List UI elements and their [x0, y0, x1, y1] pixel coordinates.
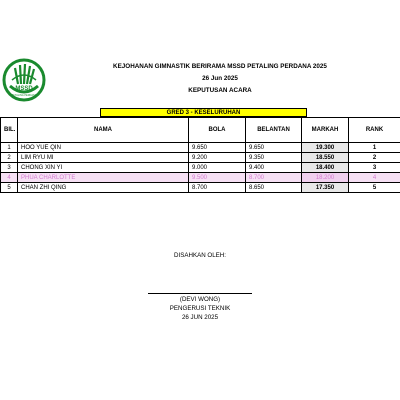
signature-line	[148, 293, 252, 294]
cell-nama: CHAN ZHI QING	[18, 183, 189, 193]
col-nama: NAMA	[18, 118, 189, 143]
cell-rank: 3	[349, 163, 400, 173]
cell-rank: 5	[349, 183, 400, 193]
cell-bil: 4	[1, 173, 18, 183]
cell-belantan: 8.700	[246, 173, 302, 183]
signature-date: 26 JUN 2025	[181, 314, 219, 321]
cell-bola: 9.000	[189, 163, 246, 173]
cell-bil: 3	[1, 163, 18, 173]
cell-belantan: 9.350	[246, 153, 302, 163]
cell-markah: 18.400	[302, 163, 349, 173]
table-row	[1, 183, 400, 193]
logo-subtext: PETALING PERDANA	[11, 94, 37, 97]
cell-rank: 4	[349, 173, 400, 183]
table-row-highlighted	[1, 173, 400, 183]
col-belantan: BELANTAN	[246, 118, 302, 143]
cell-markah: 18.550	[302, 153, 349, 163]
cell-nama: LIM RYU MI	[18, 153, 189, 163]
cell-belantan: 9.400	[246, 163, 302, 173]
cell-rank: 2	[349, 153, 400, 163]
table-row	[1, 153, 400, 163]
col-rank: RANK	[349, 118, 400, 143]
cell-nama: PHUA CHARLOTTE	[18, 173, 189, 183]
cell-markah: 18.200	[302, 173, 349, 183]
cell-nama: CHONG XIN YI	[18, 163, 189, 173]
logo-text: MSSD	[15, 86, 33, 92]
cell-bola: 8.700	[189, 183, 246, 193]
table-row	[1, 163, 400, 173]
cell-belantan: 9.650	[246, 143, 302, 153]
cell-bil: 1	[1, 143, 18, 153]
event-title: KEJOHANAN GIMNASTIK BERIRAMA MSSD PETALING PERDANA 2025	[113, 63, 327, 70]
table-header-row	[1, 118, 400, 143]
section-title: GRED 3 - KESELURUHAN	[100, 108, 307, 117]
results-subtitle: KEPUTUSAN ACARA	[188, 87, 252, 94]
col-bil: BIL.	[1, 118, 18, 143]
cell-belantan: 8.650	[246, 183, 302, 193]
table-row	[1, 143, 400, 153]
cell-bil: 2	[1, 153, 18, 163]
cell-rank: 1	[349, 143, 400, 153]
mssd-logo	[2, 58, 46, 102]
col-markah: MARKAH	[302, 118, 349, 143]
event-date: 26 Jun 2025	[202, 75, 238, 82]
cell-nama: HOO YUE QIN	[18, 143, 189, 153]
approval-label: DISAHKAN OLEH:	[174, 252, 226, 259]
signatory-position: PENGERUSI TEKNIK	[169, 305, 231, 312]
results-table	[0, 117, 400, 193]
cell-bola: 9.650	[189, 143, 246, 153]
cell-markah: 19.300	[302, 143, 349, 153]
cell-bola: 9.200	[189, 153, 246, 163]
cell-markah: 17.350	[302, 183, 349, 193]
cell-bola: 9.500	[189, 173, 246, 183]
signatory-name: (DEVI WONG)	[179, 296, 221, 303]
cell-bil: 5	[1, 183, 18, 193]
col-bola: BOLA	[189, 118, 246, 143]
